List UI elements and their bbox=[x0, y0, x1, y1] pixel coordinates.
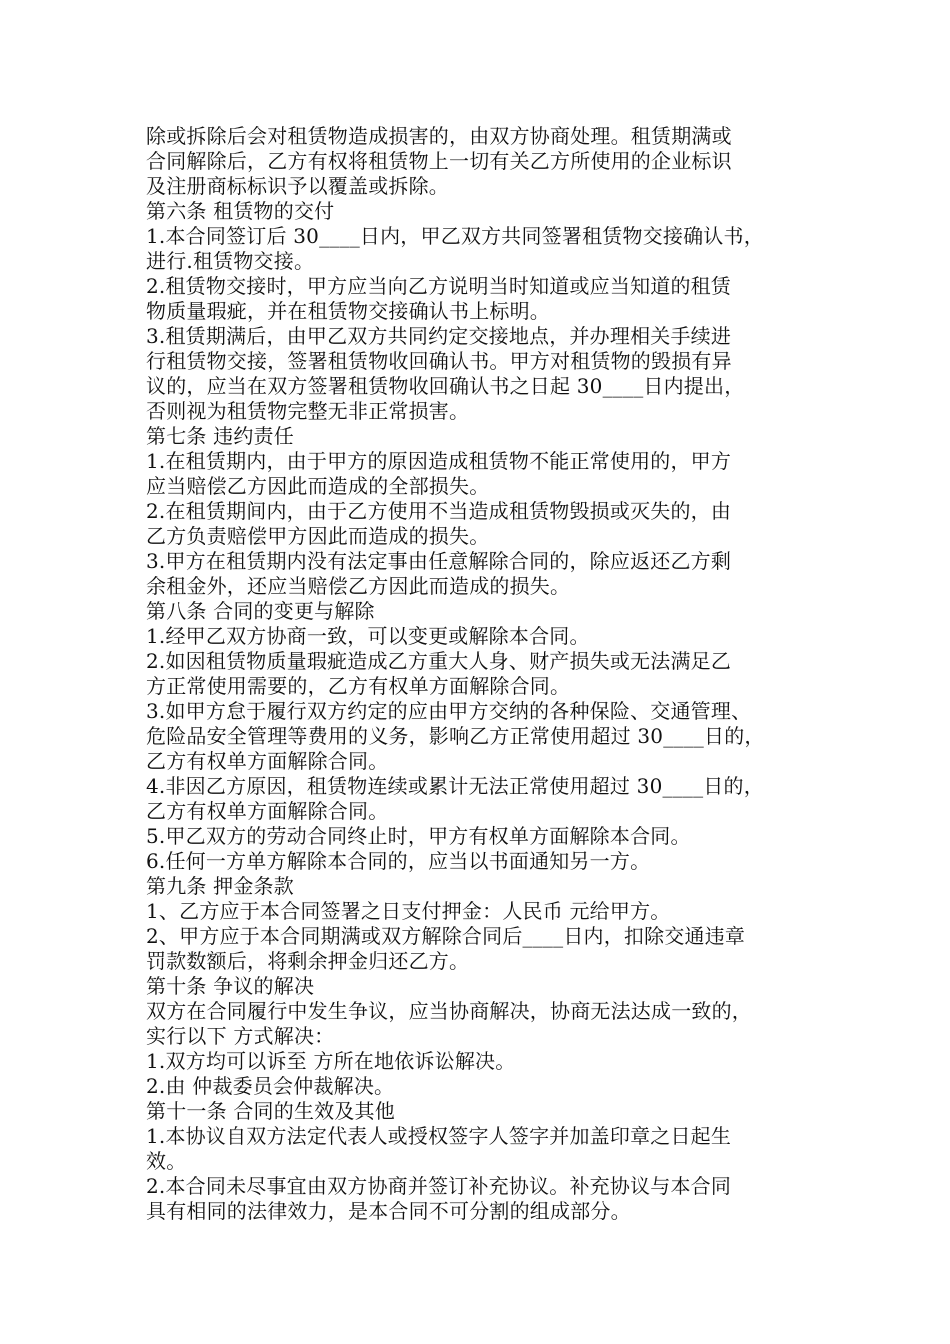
text-line: 第六条 租赁物的交付 bbox=[146, 199, 335, 223]
text-line: 实行以下 方式解决： bbox=[146, 1024, 335, 1048]
text-line: 效。 bbox=[146, 1149, 187, 1173]
text-line: 议的，应当在双方签署租赁物收回确认书之日起 30____日内提出， bbox=[146, 374, 745, 398]
text-line: 2.在租赁期间内，由于乙方使用不当造成租赁物毁损或灭失的，由 bbox=[146, 499, 732, 523]
text-line: 2.本合同未尽事宜由双方协商并签订补充协议。补充协议与本合同 bbox=[146, 1174, 732, 1198]
text-line: 及注册商标标识予以覆盖或拆除。 bbox=[146, 174, 449, 198]
text-line: 3.如甲方怠于履行双方约定的应由甲方交纳的各种保险、交通管理、 bbox=[146, 699, 752, 723]
text-line: 应当赔偿乙方因此而造成的全部损失。 bbox=[146, 474, 490, 498]
text-line: 4.非因乙方原因，租赁物连续或累计无法正常使用超过 30____日的， bbox=[146, 774, 764, 798]
text-line: 物质量瑕疵，并在租赁物交接确认书上标明。 bbox=[146, 299, 550, 323]
text-line: 第十条 争议的解决 bbox=[146, 974, 315, 998]
text-line: 1.在租赁期内，由于甲方的原因造成租赁物不能正常使用的，甲方 bbox=[146, 449, 732, 473]
text-line: 罚款数额后，将剩余押金归还乙方。 bbox=[146, 949, 470, 973]
text-line: 1.本合同签订后 30____日内，甲乙双方共同签署租赁物交接确认书， bbox=[146, 224, 764, 248]
text-line: 3.甲方在租赁期内没有法定事由任意解除合同的，除应返还乙方剩 bbox=[146, 549, 732, 573]
text-line: 1、乙方应于本合同签署之日支付押金：人民币 元给甲方。 bbox=[146, 899, 671, 923]
text-line: 2、甲方应于本合同期满或双方解除合同后____日内，扣除交通违章 bbox=[146, 924, 746, 948]
text-line: 双方在合同履行中发生争议，应当协商解决，协商无法达成一致的， bbox=[146, 999, 752, 1023]
text-line: 第九条 押金条款 bbox=[146, 874, 294, 898]
text-line: 6.任何一方单方解除本合同的，应当以书面通知另一方。 bbox=[146, 849, 651, 873]
text-line: 进行.租赁物交接。 bbox=[146, 249, 315, 273]
document-body bbox=[146, 124, 818, 1224]
text-line: 5.甲乙双方的劳动合同终止时，甲方有权单方面解除本合同。 bbox=[146, 824, 691, 848]
text-line: 1.双方均可以诉至 方所在地依诉讼解决。 bbox=[146, 1049, 516, 1073]
text-line: 乙方有权单方面解除合同。 bbox=[146, 799, 389, 823]
text-line: 1.经甲乙双方协商一致，可以变更或解除本合同。 bbox=[146, 624, 590, 648]
text-line: 乙方负责赔偿甲方因此而造成的损失。 bbox=[146, 524, 490, 548]
text-line: 除或拆除后会对租赁物造成损害的，由双方协商处理。租赁期满或 bbox=[146, 124, 732, 148]
text-line: 余租金外，还应当赔偿乙方因此而造成的损失。 bbox=[146, 574, 571, 598]
text-line: 乙方有权单方面解除合同。 bbox=[146, 749, 389, 773]
text-line: 行租赁物交接，签署租赁物收回确认书。甲方对租赁物的毁损有异 bbox=[146, 349, 732, 373]
text-line: 第七条 违约责任 bbox=[146, 424, 294, 448]
text-line: 合同解除后，乙方有权将租赁物上一切有关乙方所使用的企业标识 bbox=[146, 149, 732, 173]
text-line: 第八条 合同的变更与解除 bbox=[146, 599, 375, 623]
text-line: 危险品安全管理等费用的义务，影响乙方正常使用超过 30____日的， bbox=[146, 724, 765, 748]
text-line: 1.本协议自双方法定代表人或授权签字人签字并加盖印章之日起生 bbox=[146, 1124, 732, 1148]
text-line: 具有相同的法律效力，是本合同不可分割的组成部分。 bbox=[146, 1199, 631, 1223]
text-line: 2.如因租赁物质量瑕疵造成乙方重大人身、财产损失或无法满足乙 bbox=[146, 649, 732, 673]
text-line: 2.租赁物交接时，甲方应当向乙方说明当时知道或应当知道的租赁 bbox=[146, 274, 732, 298]
text-line: 2.由 仲裁委员会仲裁解决。 bbox=[146, 1074, 395, 1098]
text-line: 否则视为租赁物完整无非正常损害。 bbox=[146, 399, 470, 423]
text-line: 方正常使用需要的，乙方有权单方面解除合同。 bbox=[146, 674, 571, 698]
text-line: 3.租赁期满后，由甲乙双方共同约定交接地点，并办理相关手续进 bbox=[146, 324, 732, 348]
text-line: 第十一条 合同的生效及其他 bbox=[146, 1099, 395, 1123]
